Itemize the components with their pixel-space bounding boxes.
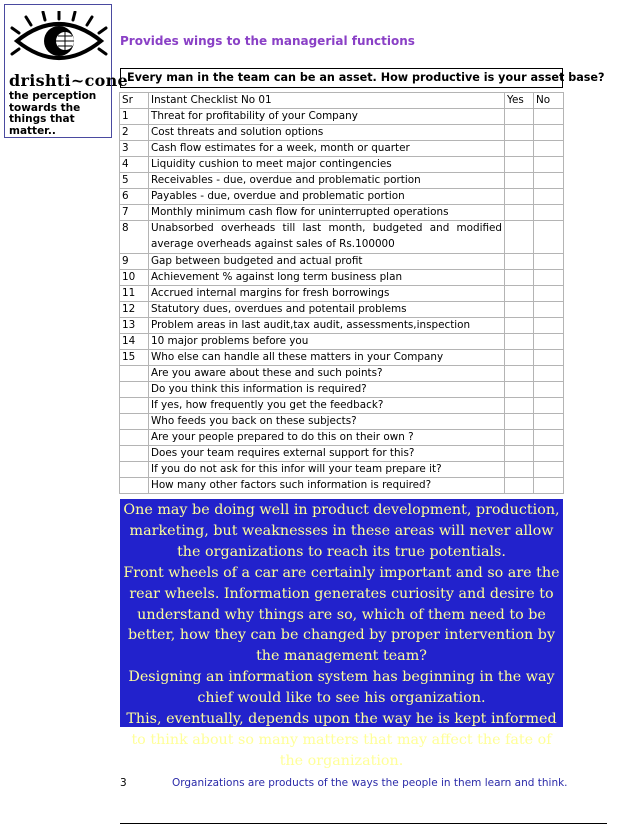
checklist-item: Gap between budgeted and actual profit <box>149 254 505 270</box>
page-number: 3 <box>120 777 127 789</box>
checklist-question: Who feeds you back on these subjects? <box>149 414 505 430</box>
yes-checkbox-cell <box>505 462 534 478</box>
checklist-row <box>120 109 564 125</box>
logo-name: drishti~cone <box>9 71 129 90</box>
yes-checkbox-cell <box>505 254 534 270</box>
checklist-item: Liquidity cushion to meet major contingencies <box>149 157 505 173</box>
yes-checkbox-cell <box>505 382 534 398</box>
checklist-row <box>120 302 564 318</box>
yes-checkbox-cell <box>505 141 534 157</box>
no-checkbox-cell <box>534 366 564 382</box>
checklist-table <box>119 92 564 494</box>
row-number: 13 <box>120 318 149 334</box>
no-checkbox-cell <box>534 414 564 430</box>
checklist-row <box>120 141 564 157</box>
yes-checkbox-cell <box>505 286 534 302</box>
yes-checkbox-cell <box>505 414 534 430</box>
checklist-row <box>120 173 564 189</box>
checklist-title-header: Instant Checklist No 01 <box>149 93 505 109</box>
checklist-item: Accrued internal margins for fresh borrowings <box>149 286 505 302</box>
eye-logo-icon <box>9 11 109 69</box>
checklist-item: Threat for profitability of your Company <box>149 109 505 125</box>
checklist-item <box>149 221 505 254</box>
yes-checkbox-cell <box>505 125 534 141</box>
checklist-row <box>120 286 564 302</box>
checklist-question: Does your team requires external support for this? <box>149 446 505 462</box>
row-number: 4 <box>120 157 149 173</box>
checklist-item: Achievement % against long term business plan <box>149 270 505 286</box>
question-row <box>120 382 564 398</box>
row-number: 9 <box>120 254 149 270</box>
no-checkbox-cell <box>534 446 564 462</box>
checklist-question: If yes, how frequently you get the feedback? <box>149 398 505 414</box>
checklist-row <box>120 157 564 173</box>
row-number: 12 <box>120 302 149 318</box>
no-checkbox-cell <box>534 478 564 494</box>
question-row <box>120 398 564 414</box>
checklist-question: How many other factors such information is required? <box>149 478 505 494</box>
row-number <box>120 430 149 446</box>
question-row <box>120 366 564 382</box>
row-number: 10 <box>120 270 149 286</box>
yes-checkbox-cell <box>505 270 534 286</box>
checklist-header-row <box>120 93 564 109</box>
information-callout <box>120 499 563 769</box>
yes-checkbox-cell <box>505 334 534 350</box>
no-checkbox-cell <box>534 334 564 350</box>
checklist-item: Cash flow estimates for a week, month or quarter <box>149 141 505 157</box>
no-checkbox-cell <box>534 270 564 286</box>
row-number: 14 <box>120 334 149 350</box>
yes-checkbox-cell <box>505 398 534 414</box>
checklist-item: Receivables - due, overdue and problematic portion <box>149 173 505 189</box>
no-checkbox-cell <box>534 125 564 141</box>
checklist-item-line: Unabsorbed overheads till last month, budgeted and modified <box>151 222 502 234</box>
footer-quote: Organizations are products of the ways the people in them learn and think. <box>172 777 568 789</box>
no-checkbox-cell <box>534 157 564 173</box>
footer-rule <box>120 823 607 824</box>
no-checkbox-cell <box>534 286 564 302</box>
checklist-heading: Every man in the team can be an asset. How productive is your asset base? <box>120 68 563 88</box>
row-number <box>120 478 149 494</box>
yes-checkbox-cell <box>505 350 534 366</box>
checklist-row <box>120 221 564 254</box>
logo-tagline: the perception towards the things that matter.. <box>9 90 97 137</box>
yes-checkbox-cell <box>505 173 534 189</box>
callout-paragraph: One may be doing well in product development, production, marketing, but weaknesses in these areas will never allow the organizations to reach its true potentials. <box>123 502 560 560</box>
no-checkbox-cell <box>534 462 564 478</box>
question-row <box>120 430 564 446</box>
no-checkbox-cell <box>534 205 564 221</box>
checklist-item: Monthly minimum cash flow for uninterrupted operations <box>149 205 505 221</box>
no-checkbox-cell <box>534 430 564 446</box>
checklist-row <box>120 350 564 366</box>
row-number: 7 <box>120 205 149 221</box>
row-number: 6 <box>120 189 149 205</box>
no-checkbox-cell <box>534 254 564 270</box>
row-number: 8 <box>120 221 149 254</box>
yes-checkbox-cell <box>505 302 534 318</box>
row-number <box>120 446 149 462</box>
question-row <box>120 478 564 494</box>
checklist-question: Do you think this information is required? <box>149 382 505 398</box>
checklist-item: Problem areas in last audit,tax audit, assessments,inspection <box>149 318 505 334</box>
yes-checkbox-cell <box>505 430 534 446</box>
checklist-row <box>120 270 564 286</box>
checklist-row <box>120 125 564 141</box>
row-number: 5 <box>120 173 149 189</box>
checklist-item: 10 major problems before you <box>149 334 505 350</box>
row-number <box>120 398 149 414</box>
row-number: 1 <box>120 109 149 125</box>
callout-paragraph: This, eventually, depends upon the way he is kept informed to think about so many matters that may affect the fate of the organization. <box>126 711 557 769</box>
no-checkbox-cell <box>534 382 564 398</box>
checklist-item-line: average overheads against sales of Rs.100000 <box>151 237 395 250</box>
yes-checkbox-cell <box>505 221 534 254</box>
checklist-item: Who else can handle all these matters in your Company <box>149 350 505 366</box>
no-checkbox-cell <box>534 302 564 318</box>
no-checkbox-cell <box>534 221 564 254</box>
row-number <box>120 382 149 398</box>
header-tagline: Provides wings to the managerial functions <box>120 34 415 48</box>
checklist-question: Are your people prepared to do this on their own ? <box>149 430 505 446</box>
yes-checkbox-cell <box>505 189 534 205</box>
checklist-row <box>120 318 564 334</box>
checklist-item: Cost threats and solution options <box>149 125 505 141</box>
checklist-item: Payables - due, overdue and problematic portion <box>149 189 505 205</box>
callout-paragraph: Designing an information system has beginning in the way chief would like to see his organization. <box>128 669 555 707</box>
checklist-question: Are you aware about these and such points? <box>149 366 505 382</box>
no-checkbox-cell <box>534 318 564 334</box>
row-number: 3 <box>120 141 149 157</box>
checklist-question: If you do not ask for this infor will your team prepare it? <box>149 462 505 478</box>
checklist-row <box>120 189 564 205</box>
no-checkbox-cell <box>534 398 564 414</box>
question-row <box>120 462 564 478</box>
yes-checkbox-cell <box>505 205 534 221</box>
yes-checkbox-cell <box>505 109 534 125</box>
question-row <box>120 446 564 462</box>
row-number <box>120 462 149 478</box>
no-checkbox-cell <box>534 109 564 125</box>
checklist-item: Statutory dues, overdues and potentail problems <box>149 302 505 318</box>
sr-column-header: Sr <box>120 93 149 109</box>
checklist-row <box>120 254 564 270</box>
row-number: 2 <box>120 125 149 141</box>
no-checkbox-cell <box>534 189 564 205</box>
yes-checkbox-cell <box>505 446 534 462</box>
checklist-row <box>120 334 564 350</box>
question-row <box>120 414 564 430</box>
checklist-row <box>120 205 564 221</box>
row-number <box>120 366 149 382</box>
yes-checkbox-cell <box>505 366 534 382</box>
yes-checkbox-cell <box>505 157 534 173</box>
no-checkbox-cell <box>534 141 564 157</box>
row-number: 11 <box>120 286 149 302</box>
yes-checkbox-cell <box>505 478 534 494</box>
yes-column-header: Yes <box>505 93 534 109</box>
no-checkbox-cell <box>534 173 564 189</box>
no-checkbox-cell <box>534 350 564 366</box>
callout-paragraph: Front wheels of a car are certainly important and so are the rear wheels. Information generates curiosity and desire to understand why things are so, which of them need to be better, how they can be changed by proper intervention by the management team? <box>123 564 560 665</box>
yes-checkbox-cell <box>505 318 534 334</box>
no-column-header: No <box>534 93 564 109</box>
row-number <box>120 414 149 430</box>
row-number: 15 <box>120 350 149 366</box>
